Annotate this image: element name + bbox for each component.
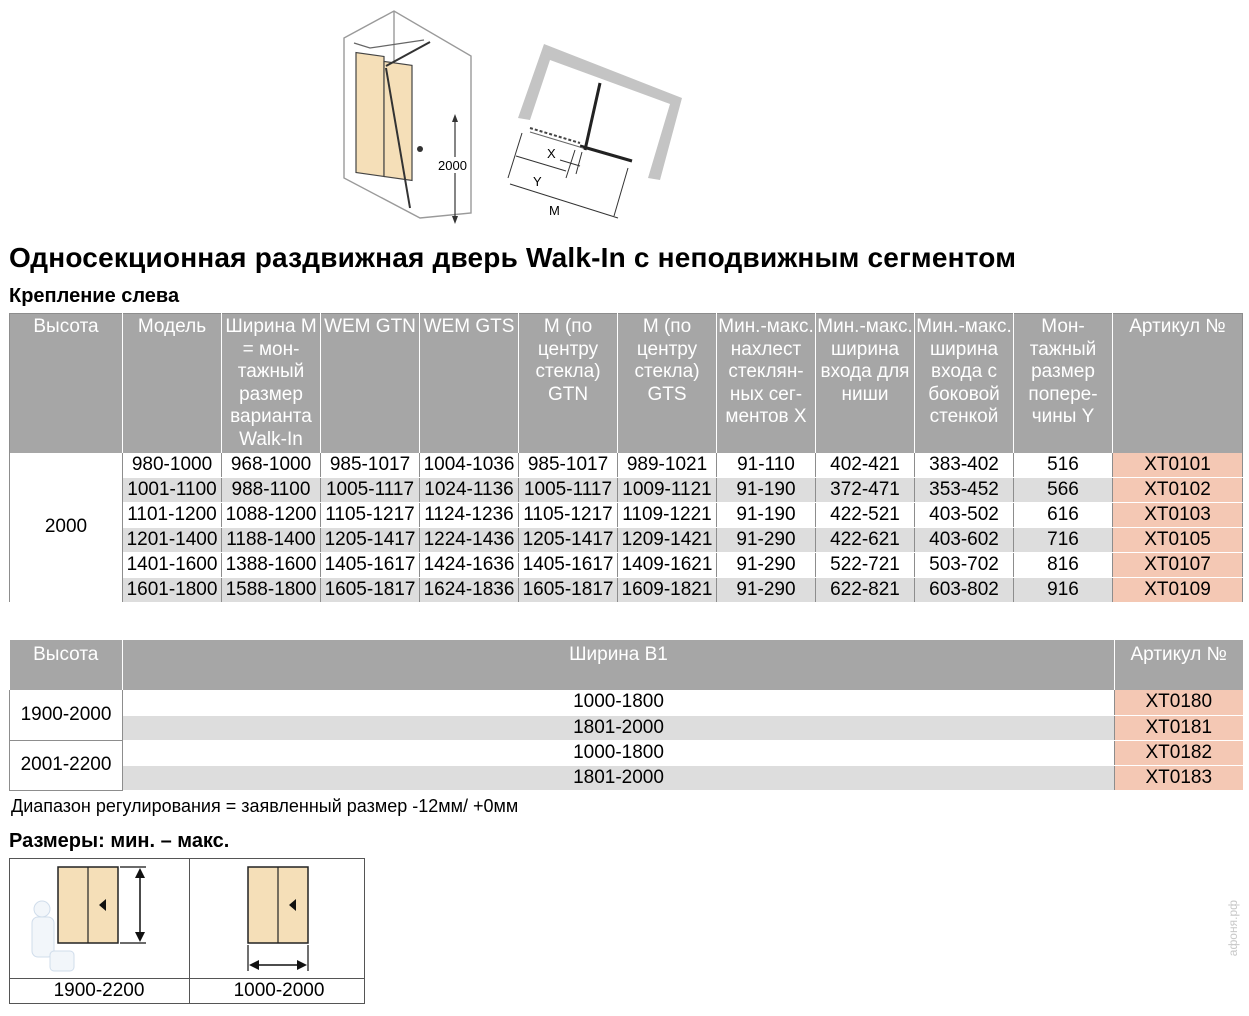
table-cell: 989-1021 xyxy=(618,453,717,478)
table-cell: 91-290 xyxy=(717,528,816,553)
table-row xyxy=(10,528,1243,553)
header-cell: M (по центру стекла) GTN xyxy=(519,314,618,453)
table-cell: 985-1017 xyxy=(519,453,618,478)
m-dimension-label: M xyxy=(549,203,560,218)
table-cell: 403-602 xyxy=(915,528,1014,553)
table-cell: 1588-1800 xyxy=(222,578,321,603)
table-cell: 1605-1817 xyxy=(321,578,420,603)
x-dimension-label: X xyxy=(547,146,556,161)
article-cell: XT0103 xyxy=(1113,503,1243,528)
table-cell: 1601-1800 xyxy=(123,578,222,603)
table-cell: 503-702 xyxy=(915,553,1014,578)
header-cell: Мин.-макс. нахлест стеклян-ных сег-ментов X xyxy=(717,314,816,453)
y-dimension-label: Y xyxy=(533,174,542,189)
height-cell: 2000 xyxy=(10,453,123,603)
table-row xyxy=(10,553,1243,578)
table-cell: 1409-1621 xyxy=(618,553,717,578)
header-cell: Мин.-макс. ширина входа с боковой стенкой xyxy=(915,314,1014,453)
width-cell: 1801-2000 xyxy=(123,715,1115,740)
table-cell: 422-521 xyxy=(816,503,915,528)
table-cell: 91-110 xyxy=(717,453,816,478)
header-cell: Ширина B1 xyxy=(123,640,1115,690)
table-cell: 1105-1217 xyxy=(519,503,618,528)
table-cell: 816 xyxy=(1014,553,1113,578)
table-cell: 603-802 xyxy=(915,578,1014,603)
article-cell: XT0102 xyxy=(1113,478,1243,503)
table-row xyxy=(10,690,1243,715)
table-cell: 1205-1417 xyxy=(321,528,420,553)
adjustment-note: Диапазон регулирования = заявленный размер -12мм/ +0мм xyxy=(11,796,519,816)
header-cell: WEM GTN xyxy=(321,314,420,453)
table-cell: 1124-1236 xyxy=(420,503,519,528)
table-row xyxy=(10,478,1243,503)
article-cell: XT0107 xyxy=(1113,553,1243,578)
header-cell: Высота xyxy=(10,640,123,690)
table-cell: 1109-1221 xyxy=(618,503,717,528)
table-cell: 716 xyxy=(1014,528,1113,553)
models-table xyxy=(9,313,1243,603)
watermark: афоня.рф xyxy=(1226,900,1240,957)
article-cell: XT0182 xyxy=(1115,740,1243,765)
header-cell: WEM GTS xyxy=(420,314,519,453)
table-cell: 916 xyxy=(1014,578,1113,603)
article-cell: XT0183 xyxy=(1115,765,1243,790)
table-cell: 1009-1121 xyxy=(618,478,717,503)
table-cell: 91-190 xyxy=(717,478,816,503)
header-cell: Мон-тажный размер попере-чины Y xyxy=(1014,314,1113,453)
table-cell: 1005-1117 xyxy=(321,478,420,503)
table-cell: 1405-1617 xyxy=(519,553,618,578)
table-cell: 1024-1136 xyxy=(420,478,519,503)
shower-3d-drawing xyxy=(338,8,478,226)
table-cell: 622-821 xyxy=(816,578,915,603)
table-cell: 1004-1036 xyxy=(420,453,519,478)
table-row xyxy=(10,503,1243,528)
crossbar-table xyxy=(9,640,1243,791)
height-range-label: 1900-2200 xyxy=(53,980,145,1001)
article-cell: XT0105 xyxy=(1113,528,1243,553)
table-cell: 985-1017 xyxy=(321,453,420,478)
table-header-row xyxy=(10,640,1243,690)
table-cell: 516 xyxy=(1014,453,1113,478)
table-cell: 1424-1636 xyxy=(420,553,519,578)
table-cell: 980-1000 xyxy=(123,453,222,478)
table-cell: 988-1100 xyxy=(222,478,321,503)
table-cell: 1605-1817 xyxy=(519,578,618,603)
table-cell: 372-471 xyxy=(816,478,915,503)
table-cell: 1188-1400 xyxy=(222,528,321,553)
table-cell: 402-421 xyxy=(816,453,915,478)
table-cell: 1224-1436 xyxy=(420,528,519,553)
height-cell: 2001-2200 xyxy=(10,740,123,790)
table-cell: 1205-1417 xyxy=(519,528,618,553)
table-cell: 1405-1617 xyxy=(321,553,420,578)
width-dimension-diagram xyxy=(190,859,366,977)
table-cell: 616 xyxy=(1014,503,1113,528)
table-cell: 1105-1217 xyxy=(321,503,420,528)
dimensions-box xyxy=(9,858,365,1004)
width-cell: 1000-1800 xyxy=(123,690,1115,715)
table-row xyxy=(10,740,1243,765)
height-2000-label: 2000 xyxy=(438,158,467,173)
table-cell: 1088-1200 xyxy=(222,503,321,528)
header-cell: Высота xyxy=(10,314,123,453)
table-cell: 403-502 xyxy=(915,503,1014,528)
header-cell: Артикул № xyxy=(1115,640,1243,690)
table-cell: 1609-1821 xyxy=(618,578,717,603)
table-cell: 1388-1600 xyxy=(222,553,321,578)
table-row xyxy=(10,578,1243,603)
table-cell: 1401-1600 xyxy=(123,553,222,578)
header-cell: Артикул № xyxy=(1113,314,1243,453)
section-subtitle: Крепление слева xyxy=(9,285,180,307)
table-cell: 968-1000 xyxy=(222,453,321,478)
table-cell: 1624-1836 xyxy=(420,578,519,603)
article-cell: XT0180 xyxy=(1115,690,1243,715)
table-cell: 91-190 xyxy=(717,503,816,528)
table-cell: 353-452 xyxy=(915,478,1014,503)
article-cell: XT0109 xyxy=(1113,578,1243,603)
page-title: Односекционная раздвижная дверь Walk-In с неподвижным сегментом xyxy=(9,242,1017,273)
table-cell: 383-402 xyxy=(915,453,1014,478)
table-cell: 1101-1200 xyxy=(123,503,222,528)
table-cell: 566 xyxy=(1014,478,1113,503)
width-range-label: 1000-2000 xyxy=(233,980,325,1001)
table-row xyxy=(10,453,1243,478)
table-cell: 91-290 xyxy=(717,553,816,578)
table-cell: 1201-1400 xyxy=(123,528,222,553)
table-row xyxy=(10,715,1243,740)
header-cell: M (по центру стекла) GTS xyxy=(618,314,717,453)
article-cell: XT0181 xyxy=(1115,715,1243,740)
table-cell: 1209-1421 xyxy=(618,528,717,553)
article-cell: XT0101 xyxy=(1113,453,1243,478)
header-cell: Модель xyxy=(123,314,222,453)
table-cell: 1001-1100 xyxy=(123,478,222,503)
shower-plan-drawing xyxy=(500,38,690,226)
header-cell: Ширина M = мон-тажный размер варианта Walk-In xyxy=(222,314,321,453)
height-cell: 1900-2000 xyxy=(10,690,123,740)
table-header-row xyxy=(10,314,1243,453)
table-row xyxy=(10,765,1243,790)
table-cell: 1005-1117 xyxy=(519,478,618,503)
width-cell: 1000-1800 xyxy=(123,740,1115,765)
width-cell: 1801-2000 xyxy=(123,765,1115,790)
table-cell: 422-621 xyxy=(816,528,915,553)
header-cell: Мин.-макс. ширина входа для ниши xyxy=(816,314,915,453)
table-cell: 91-290 xyxy=(717,578,816,603)
table-cell: 522-721 xyxy=(816,553,915,578)
dimensions-title: Размеры: мин. – макс. xyxy=(9,830,230,852)
height-dimension-diagram xyxy=(10,859,188,977)
